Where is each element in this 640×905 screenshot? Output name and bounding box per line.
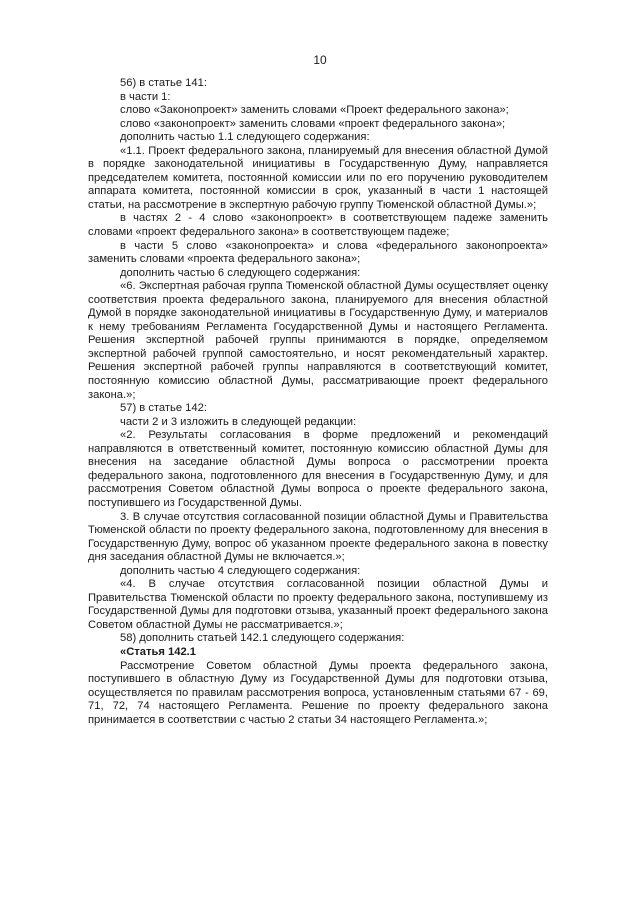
quoted-part-2: «2. Результаты согласования в форме предложений и рекомендаций направляются в ответственный комитет, постоянную комиссию областной Думы для внесения на заседание областной Думы вопроса о рассмотрении проекта федерального закона, подготовленного для внесения в Государственную Думу, и для рассмотрения Советом областной Думы вопроса о проекте федерального закона, поступившего из Государственной Думы. — [88, 429, 548, 509]
quoted-part-1-1: «1.1. Проект федерального закона, планируемый для внесения областной Думой в порядке законодательной инициативы в Государственную Думу, направляется председателем комитета, постоянной комиссии или по его поручению руководителем аппарата комитета, постоянной комиссии в срок, указанный в части 1 настоящей статьи, на рассмотрение в экспертную рабочую группу Тюменской областной Думы.»; — [88, 144, 548, 211]
amendment-paragraph: в частях 2 - 4 слово «законопроект» в соответствующем падеже заменить словами «проект федерального закона» в соответствующем падеже; — [88, 212, 548, 239]
amendment-paragraph: в части 5 слово «законопроекта» и слова «федерального законопроекта» заменить словами «проекта федерального закона»; — [88, 239, 548, 266]
item-57: 57) в статье 142: — [120, 402, 207, 415]
article-heading-142-1: «Статья 142.1 — [120, 645, 196, 658]
document-body — [88, 77, 548, 727]
article-142-1-text: Рассмотрение Советом областной Думы проекта федерального закона, поступившего в областную Думу из Государственной Думы для подготовки отзыва, осуществляется по правилам рассмотрения вопроса, установленным статьями 67 - 69, 71, 72, 74 настоящего Регламента. Решение по проекту федерального закона принимается в соответствии с частью 2 статьи 34 настоящего Регламента.»; — [88, 659, 548, 726]
amendment-paragraph: слово «Законопроект» заменить словами «Проект федерального закона»; — [120, 104, 509, 117]
item-56: 56) в статье 141: — [120, 77, 207, 89]
amendment-paragraph: дополнить частью 1.1 следующего содержания: — [120, 131, 370, 144]
sub-part-1: в части 1: — [120, 90, 171, 103]
page-number: 10 — [313, 53, 327, 67]
amendment-paragraph: слово «законопроект» заменить словами «проект федерального закона»; — [120, 117, 506, 130]
amendment-paragraph: части 2 и 3 изложить в следующей редакции: — [120, 415, 357, 428]
quoted-part-3: 3. В случае отсутствия согласованной позиции областной Думы и Правительства Тюменской области по проекту федерального закона, подготовленному для внесения в Государственную Думу, вопрос об указанном проекте федерального закона в повестку дня заседания областной Думы не включается.»; — [88, 510, 548, 564]
quoted-part-4: «4. В случае отсутствия согласованной позиции областной Думы и Правительства Тюменской области по проекту федерального закона, поступившему из Государственной Думы для подготовки отзыва, указанный проект федерального закона Советом областной Думы не рассматривается.»; — [88, 578, 548, 631]
amendment-paragraph: дополнить частью 4 следующего содержания: — [120, 564, 361, 577]
quoted-part-6: «6. Экспертная рабочая группа Тюменской областной Думы осуществляет оценку соответствия проекта федерального закона, планируемого для внесения областной Думой в порядке законодательной инициативы в Государственную Думу, и материалов к нему требованиям Регламента Государственной Думы и настоящего Регламента. Решения экспертной рабочей группы принимаются в порядке, определяемом экспертной рабочей группой самостоятельно, и носят рекомендательный характер. Решения экспертной рабочей группы направляются в соответствующий комитет, постоянную комиссию областной Думы, рассматривающие проект федерального закона.»; — [88, 280, 548, 401]
item-58: 58) дополнить статьей 142.1 следующего содержания: — [120, 632, 405, 645]
amendment-paragraph: дополнить частью 6 следующего содержания: — [120, 266, 361, 279]
